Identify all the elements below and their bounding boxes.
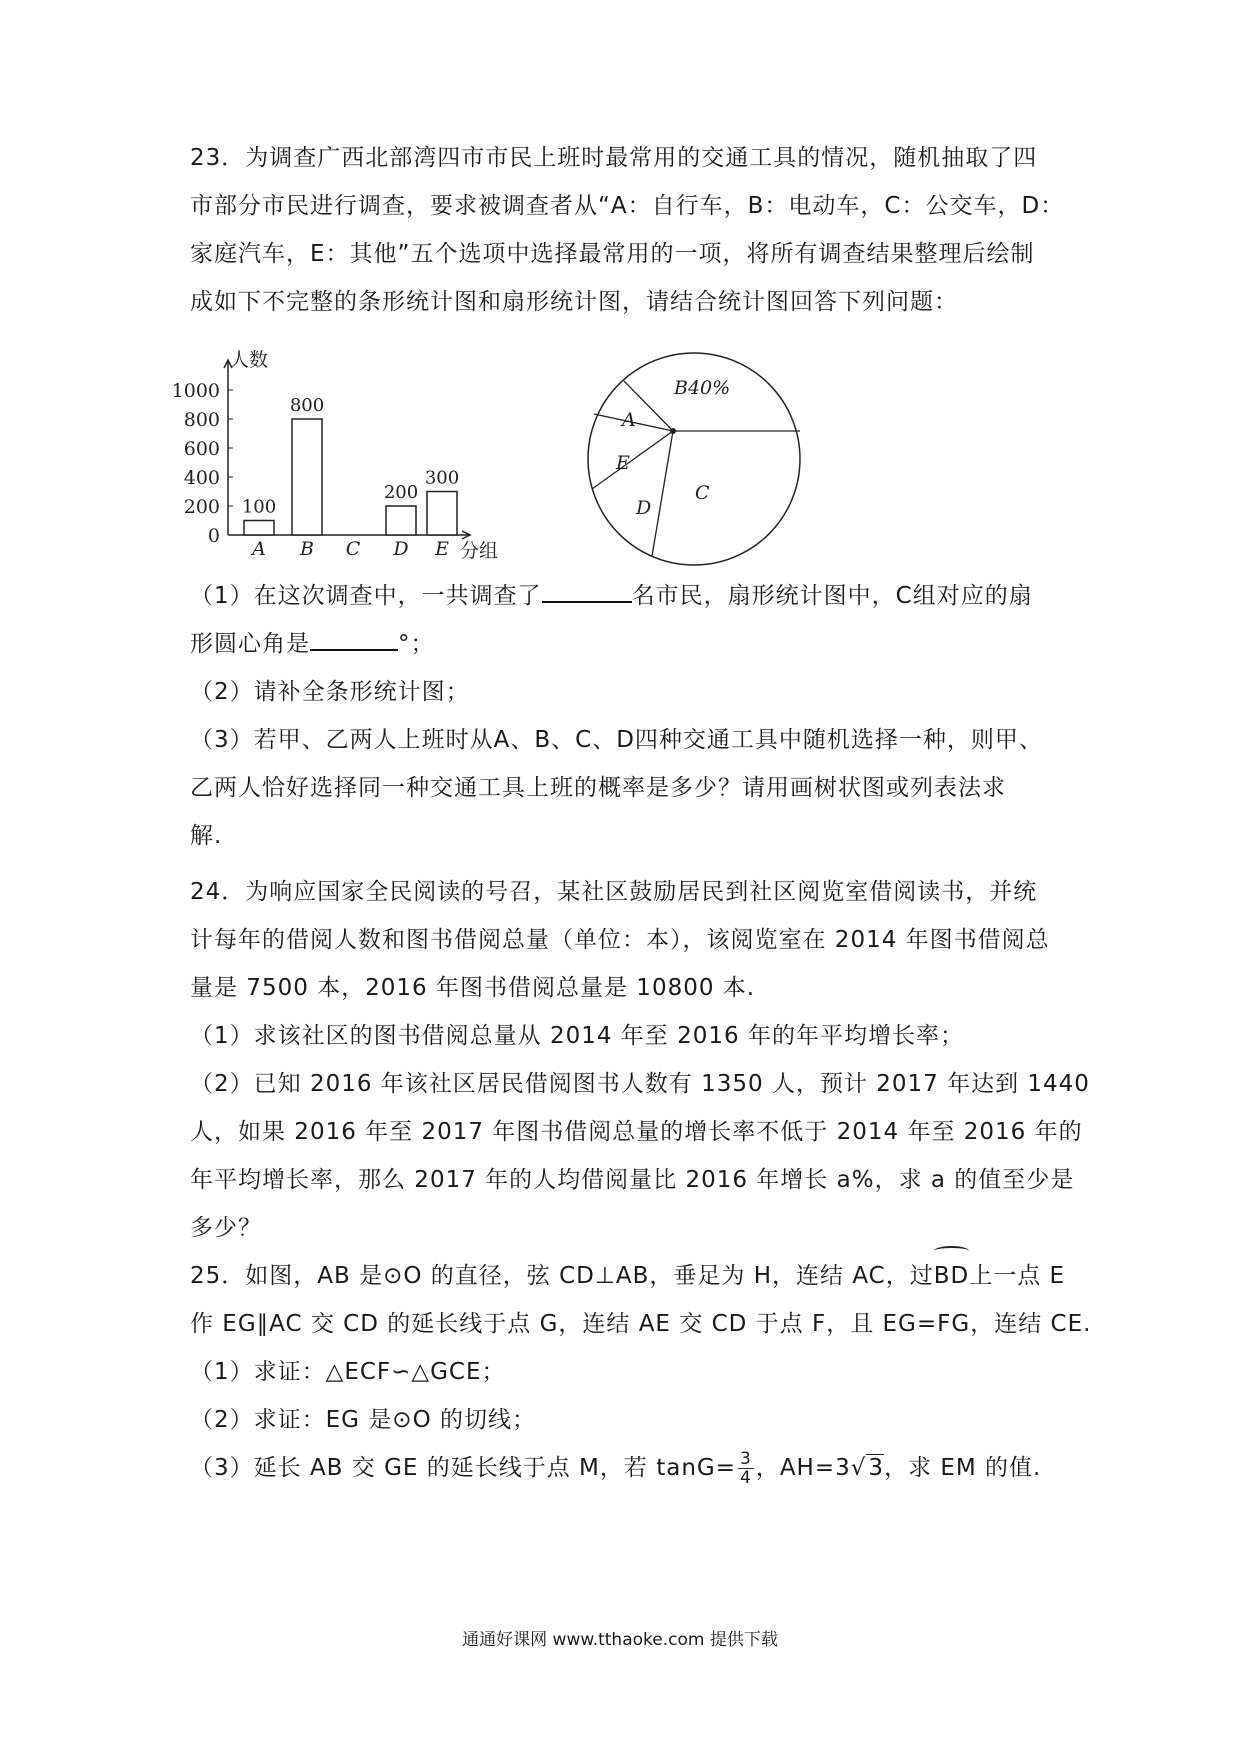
bar bbox=[244, 521, 274, 536]
y-tick-label: 600 bbox=[183, 438, 220, 460]
text-span: ，求 EM 的值. bbox=[884, 1455, 1042, 1481]
answer-blank bbox=[542, 577, 632, 603]
text-line: 作 EG∥AC 交 CD 的延长线于点 G，连结 AE 交 CD 于点 F，且 EG=FG，连结 CE. bbox=[190, 1311, 1092, 1337]
text-span: （1）在这次调查中，一共调查了 bbox=[190, 583, 542, 609]
text-line: 成如下不完整的条形统计图和扇形统计图，请结合统计图回答下列问题： bbox=[190, 289, 958, 315]
text-line: 市部分市民进行调查，要求被调查者从“A：自行车，B：电动车，C：公交车，D： bbox=[190, 193, 1065, 219]
text-span: 形圆心角是 bbox=[190, 631, 310, 657]
arc-bd: BD bbox=[934, 1252, 970, 1300]
subquestion-3: 乙两人恰好选择同一种交通工具上班的概率是多少？请用画树状图或列表法求 bbox=[190, 775, 1006, 801]
sqrt-radicand: 3 bbox=[868, 1455, 885, 1481]
bar bbox=[427, 492, 457, 536]
data-label: 300 bbox=[424, 467, 460, 489]
subquestion-3: 解. bbox=[190, 823, 223, 849]
text-line: 24．为响应国家全民阅读的号召，某社区鼓励居民到社区阅览室借阅读书，并统 bbox=[190, 879, 1038, 905]
y-tick-label: 200 bbox=[183, 496, 220, 518]
text-span: ，AH=3 bbox=[755, 1455, 851, 1481]
data-label: 200 bbox=[383, 482, 419, 503]
subquestion-3: （3）若甲、乙两人上班时从A、B、C、D四种交通工具中随机选择一种，则甲、 bbox=[190, 727, 1043, 753]
text-line: 23．为调查广西北部湾四市市民上班时最常用的交通工具的情况，随机抽取了四 bbox=[190, 145, 1038, 171]
text-line: 家庭汽车，E：其他”五个选项中选择最常用的一项，将所有调查结果整理后绘制 bbox=[190, 241, 1035, 267]
x-tick-label: B bbox=[300, 538, 314, 560]
subquestion-1: （1）求证：△ECF∽△GCE； bbox=[190, 1359, 506, 1385]
subquestion-3 bbox=[190, 1444, 1060, 1492]
x-tick-label: D bbox=[393, 538, 409, 560]
bar-chart bbox=[171, 345, 565, 565]
bar bbox=[386, 506, 416, 535]
text-line bbox=[190, 1252, 1066, 1300]
y-axis-title: 人数 bbox=[230, 349, 269, 371]
question-24 bbox=[190, 868, 1090, 1252]
y-tick-label: 0 bbox=[207, 525, 220, 547]
x-axis-title: 分组 bbox=[460, 540, 499, 562]
sqrt-symbol: √ bbox=[850, 1455, 867, 1481]
subquestion-2: （2）求证：EG 是⊙O 的切线； bbox=[190, 1407, 536, 1433]
subquestion-2: 年平均增长率，那么 2017 年的人均借阅量比 2016 年增长 a%，求 a 的值至少是 bbox=[190, 1167, 1075, 1193]
x-tick-label: A bbox=[252, 538, 266, 560]
y-tick-label: 1000 bbox=[171, 380, 220, 402]
text-line: 量是 7500 本，2016 年图书借阅总量是 10800 本. bbox=[190, 975, 756, 1001]
question-23-subquestions bbox=[190, 572, 1060, 860]
x-tick-label: E bbox=[435, 538, 449, 560]
answer-blank bbox=[310, 625, 398, 651]
pie-center-dot bbox=[670, 428, 676, 434]
pie-slice-label: B40% bbox=[674, 377, 731, 399]
text-span: 25．如图，AB 是⊙O 的直径，弦 CD⊥AB，垂足为 H，连结 AC，过 bbox=[190, 1263, 934, 1289]
question-25 bbox=[190, 1252, 1092, 1492]
question-23-text bbox=[190, 134, 1065, 326]
text-span: 上一点 E bbox=[969, 1263, 1066, 1289]
y-tick-label: 800 bbox=[183, 409, 220, 431]
subquestion-2: （2）已知 2016 年该社区居民借阅图书人数有 1350 人，预计 2017 年达到 1440 bbox=[190, 1071, 1090, 1097]
subquestion-1: （1）求该社区的图书借阅总量从 2014 年至 2016 年的年平均增长率； bbox=[190, 1023, 964, 1049]
data-label: 800 bbox=[289, 395, 325, 416]
subquestion-2: 多少？ bbox=[190, 1215, 262, 1241]
pie-slice-label: D bbox=[636, 497, 652, 519]
subquestion-1-cont bbox=[190, 620, 1060, 668]
subquestion-1 bbox=[190, 572, 1060, 620]
pie-chart bbox=[578, 348, 810, 570]
y-tick-label: 400 bbox=[183, 467, 220, 489]
footer-credit: 通通好课网 www.tthaoke.com 提供下载 bbox=[462, 1630, 778, 1650]
subquestion-2: 人，如果 2016 年至 2017 年图书借阅总量的增长率不低于 2014 年至 2016 年的 bbox=[190, 1119, 1083, 1145]
text-span: （3）延长 AB 交 GE 的延长线于点 M，若 tanG= bbox=[190, 1455, 736, 1481]
x-tick-label: C bbox=[345, 538, 361, 560]
pie-slice-label: E bbox=[616, 452, 630, 474]
subquestion-2: （2）请补全条形统计图； bbox=[190, 679, 470, 705]
pie-slice-label: A bbox=[622, 409, 636, 431]
pie-slice-label: C bbox=[695, 482, 710, 504]
text-line: 计每年的借阅人数和图书借阅总量（单位：本），该阅览室在 2014 年图书借阅总 bbox=[190, 927, 1050, 953]
fraction-numerator: 3 bbox=[740, 1449, 752, 1469]
fraction-denominator: 4 bbox=[740, 1468, 752, 1488]
text-span: °； bbox=[398, 631, 435, 657]
bar bbox=[292, 419, 322, 535]
fraction bbox=[738, 1450, 754, 1487]
data-label: 100 bbox=[241, 496, 277, 518]
text-span: 名市民，扇形统计图中，C组对应的扇 bbox=[631, 583, 1033, 609]
